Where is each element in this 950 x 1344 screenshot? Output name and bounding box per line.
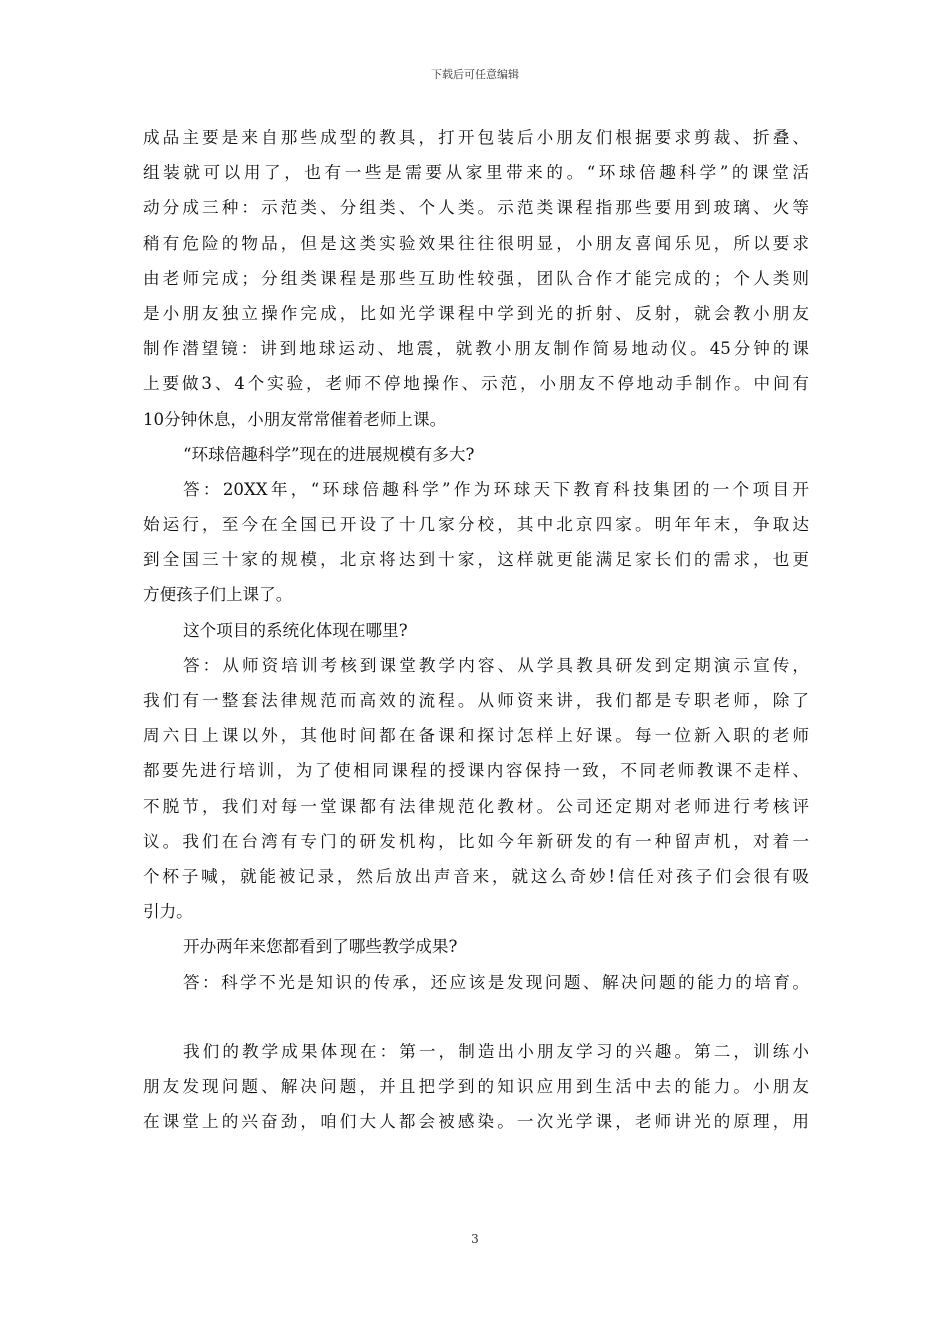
text-line: 引力。 [143,902,193,922]
text-line: 组装就可以用了，也有一些是需要从家里带来的。“环球倍趣科学”的课堂活 [143,163,809,183]
page-header: 下载后可任意编辑 [431,68,519,81]
text-line: 周六日上课以外，其他时间都在备课和探讨怎样上好课。每一位新入职的老师 [143,726,809,746]
text-line: 方便孩子们上课了。 [143,585,293,605]
paragraph-gap [143,1000,809,1034]
document-body [143,120,809,1139]
text-line: 动分成三种：示范类、分组类、个人类。示范类课程指那些要用到玻璃、火等 [143,198,809,218]
question-line: “环球倍趣科学”现在的进展规模有多大? [183,444,475,464]
text-line: 不脱节，我们对每一堂课都有法律规范化教材。公司还定期对老师进行考核评 [143,796,809,816]
text-line: 在课堂上的兴奋劲，咱们大人都会被感染。一次光学课，老师讲光的原理，用 [143,1112,809,1132]
text-line: 10分钟休息，小朋友常常催着老师上课。 [143,409,447,429]
page-number: 3 [471,1232,479,1246]
text-line: 我们有一整套法律规范而高效的流程。从师资来讲，我们都是专职老师，除了 [143,691,809,710]
text-line: 朋友发现问题、解决问题，并且把学到的知识应用到生活中去的能力。小朋友 [143,1076,809,1096]
answer-line: 答：从师资培训考核到课堂教学内容、从学具教具研发到定期演示宣传， [183,655,809,675]
text-line: 成品主要是来自那些成型的教具，打开包装后小朋友们根据要求剪裁、折叠、 [143,128,809,147]
question-line: 开办两年来您都看到了哪些教学成果? [183,937,458,957]
answer-line: 答：科学不光是知识的传承，还应该是发现问题、解决问题的能力的培育。 [183,972,809,992]
text-line: 我们的教学成果体现在：第一，制造出小朋友学习的兴趣。第二，训练小 [183,1041,809,1061]
text-line: 是小朋友独立操作完成，比如光学课程中学到光的折射、反射，就会教小朋友 [143,303,809,323]
text-line: 始运行，至今在全国已开设了十几家分校，其中北京四家。明年年末，争取达 [143,515,809,535]
question-line: 这个项目的系统化体现在哪里? [183,620,408,640]
text-line: 稍有危险的物品，但是这类实验效果往往很明显，小朋友喜闻乐见，所以要求 [143,233,809,253]
answer-line: 答：20XX年，“环球倍趣科学”作为环球天下教育科技集团的一个项目开 [183,479,809,499]
text-line: 由老师完成；分组类课程是那些互助性较强，团队合作才能完成的；个人类则 [143,268,809,288]
text-line: 上要做3、4个实验，老师不停地操作、示范，小朋友不停地动手制作。中间有 [143,374,809,394]
text-line: 都要先进行培训，为了使相同课程的授课内容保持一致，不同老师教课不走样、 [143,761,809,781]
text-line: 议。我们在台湾有专门的研发机构，比如今年新研发的有一种留声机，对着一 [143,831,809,851]
text-line: 制作潜望镜：讲到地球运动、地震，就教小朋友制作简易地动仪。45分钟的课 [143,339,809,359]
text-line: 个杯子喊，就能被记录，然后放出声音来，就这么奇妙!信任对孩子们会很有吸 [143,866,809,886]
text-line: 到全国三十家的规模，北京将达到十家，这样就更能满足家长们的需求，也更 [143,550,809,570]
